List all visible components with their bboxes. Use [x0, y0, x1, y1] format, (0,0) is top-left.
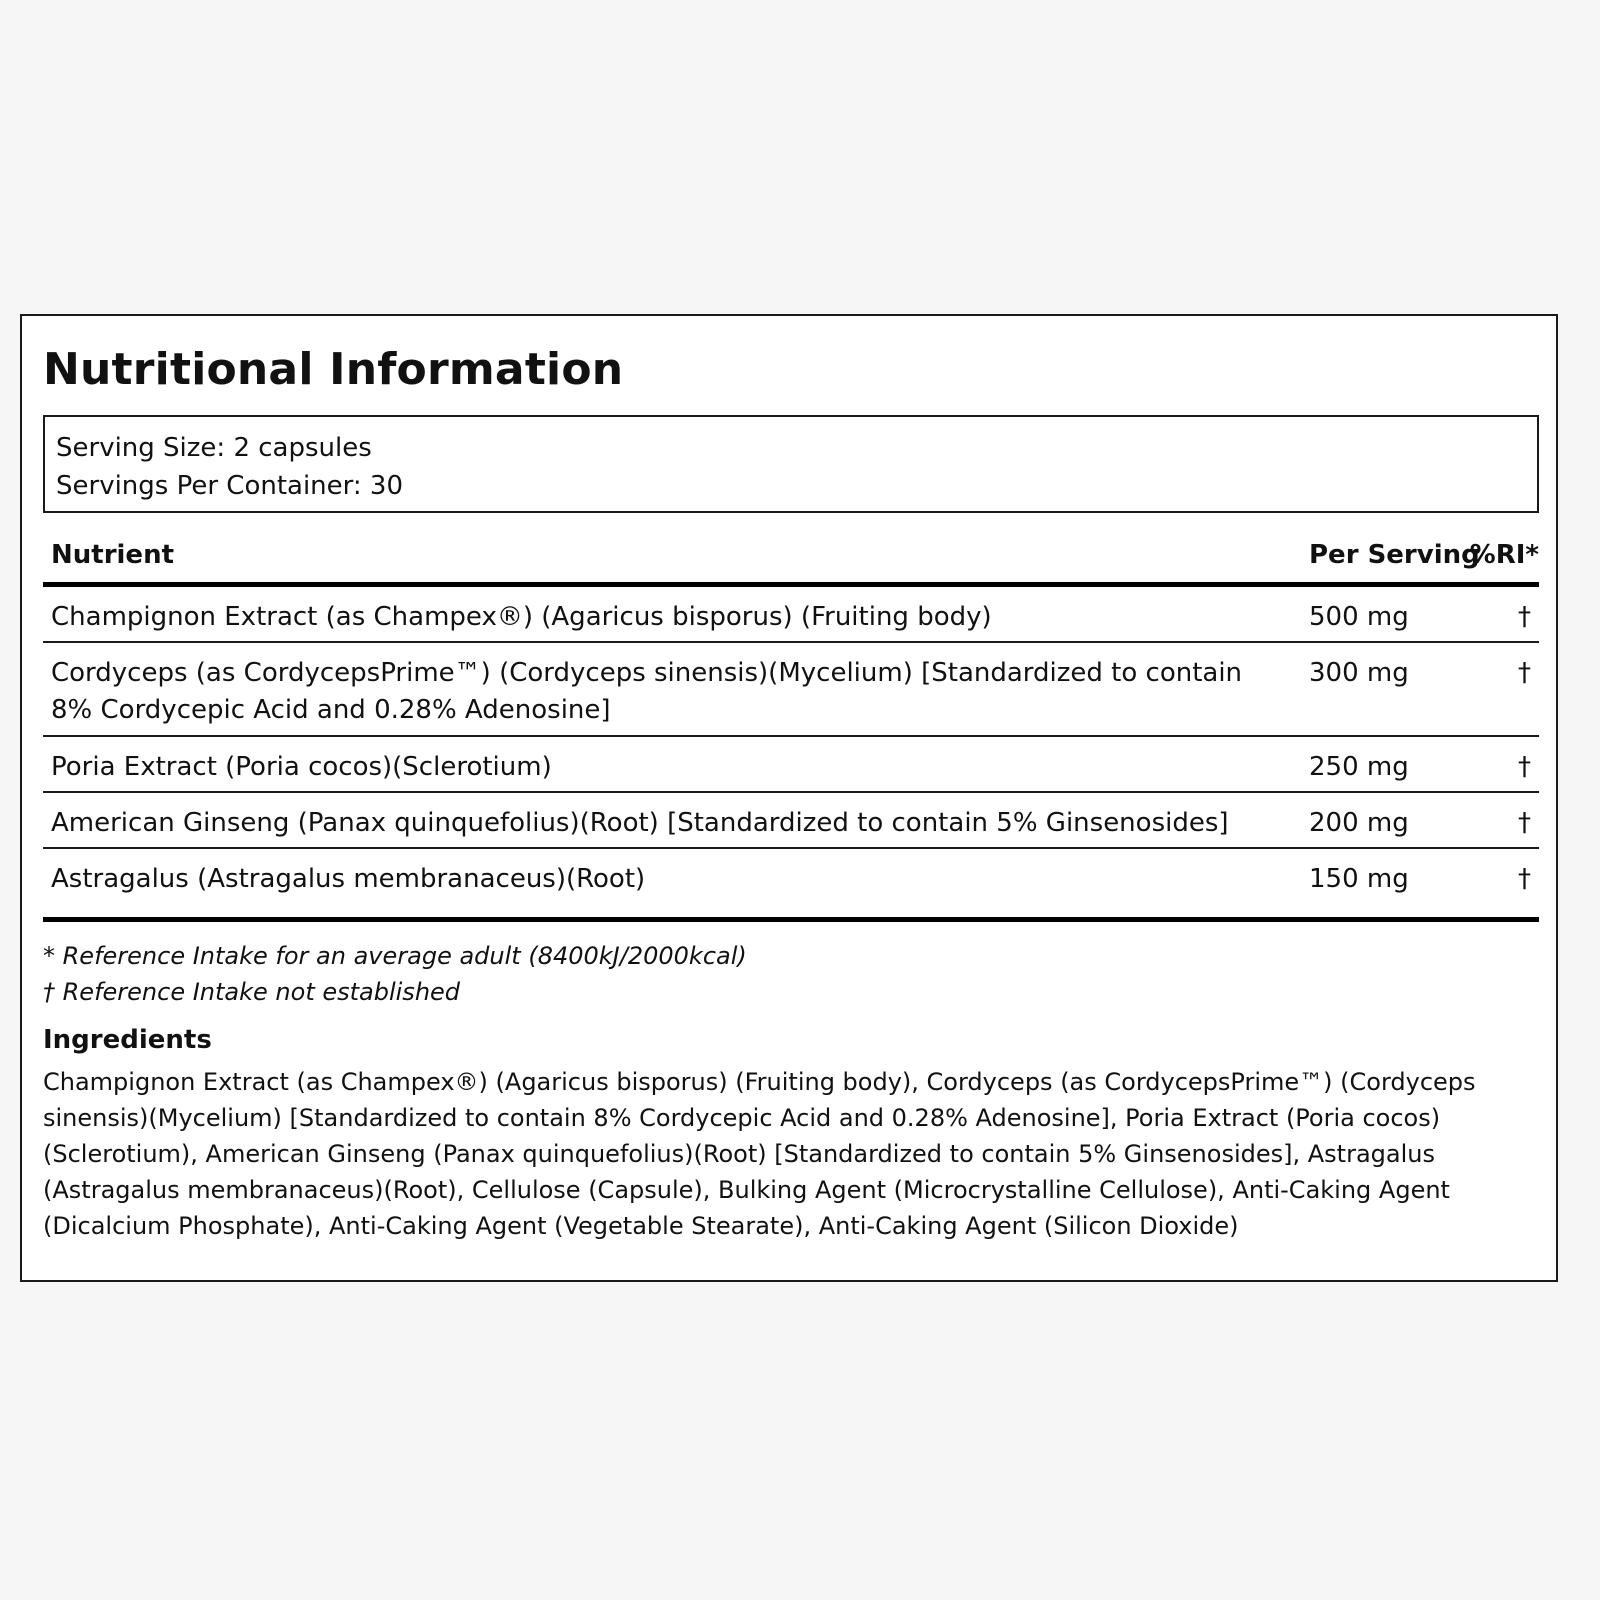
nutrient-name: Poria Extract (Poria cocos)(Sclerotium)	[51, 752, 552, 782]
serving-info-box	[43, 415, 1539, 513]
nutrient-ri: †	[1518, 602, 1531, 632]
footnote-reference-intake: * Reference Intake for an average adult (8400kJ/2000kcal)	[43, 942, 747, 970]
table-bottom-divider	[43, 917, 1539, 922]
nutrient-amount: 300 mg	[1309, 658, 1409, 688]
table-row	[43, 737, 1539, 793]
servings-per-container: Servings Per Container: 30	[56, 471, 404, 501]
table-header	[43, 534, 1539, 574]
nutrient-amount: 500 mg	[1309, 602, 1409, 632]
nutrient-name: Champignon Extract (as Champex®) (Agaricus bisporus) (Fruiting body)	[51, 602, 992, 632]
table-row	[43, 849, 1539, 905]
table-row	[43, 793, 1539, 849]
ingredients-heading: Ingredients	[43, 1025, 212, 1055]
nutrient-table	[43, 587, 1539, 905]
nutrient-name: Cordyceps (as CordycepsPrime™) (Cordyceps sinensis)(Mycelium) [Standardized to contain 8% Cordycepic Acid and 0.28% Adenosine]	[51, 658, 1243, 725]
nutrient-ri: †	[1518, 808, 1531, 838]
header-per-serving: Per Serving	[1309, 540, 1480, 570]
ingredients-list: Champignon Extract (as Champex®) (Agaricus bisporus) (Fruiting body), Cordyceps (as CordycepsPrime™) (Cordyceps sinensis)(Mycelium) [Standardized to contain 8% Cordycepic Acid and 0.28% Adenosine], Poria Extract (Poria cocos)(Sclerotium), American Ginseng (Panax quinquefolius)(Root) [Standardized to contain 5% Ginsenosides], Astragalus (Astragalus membranaceus)(Root), Cellulose (Capsule), Bulking Agent (Microcrystalline Cellulose), Anti-Caking Agent (Dicalcium Phosphate), Anti-Caking Agent (Vegetable Stearate), Anti-Caking Agent (Silicon Dioxide)	[43, 1068, 1476, 1240]
nutrient-name: American Ginseng (Panax quinquefolius)(Root) [Standardized to contain 5% Ginsenosides]	[51, 808, 1229, 838]
nutrient-name: Astragalus (Astragalus membranaceus)(Root)	[51, 864, 646, 894]
nutrient-ri: †	[1518, 658, 1531, 688]
table-row	[43, 587, 1539, 643]
footnotes	[43, 938, 747, 1010]
header-nutrient: Nutrient	[51, 540, 175, 570]
nutrient-amount: 250 mg	[1309, 752, 1409, 782]
nutrient-ri: †	[1518, 864, 1531, 894]
table-row	[43, 643, 1539, 737]
header-ri: %RI*	[1469, 540, 1539, 570]
footnote-not-established: † Reference Intake not established	[43, 978, 461, 1006]
serving-size: Serving Size: 2 capsules	[56, 433, 372, 463]
nutrient-ri: †	[1518, 752, 1531, 782]
nutrient-amount: 150 mg	[1309, 864, 1409, 894]
panel-title: Nutritional Information	[43, 344, 624, 395]
nutrition-panel	[20, 314, 1558, 1282]
nutrient-amount: 200 mg	[1309, 808, 1409, 838]
